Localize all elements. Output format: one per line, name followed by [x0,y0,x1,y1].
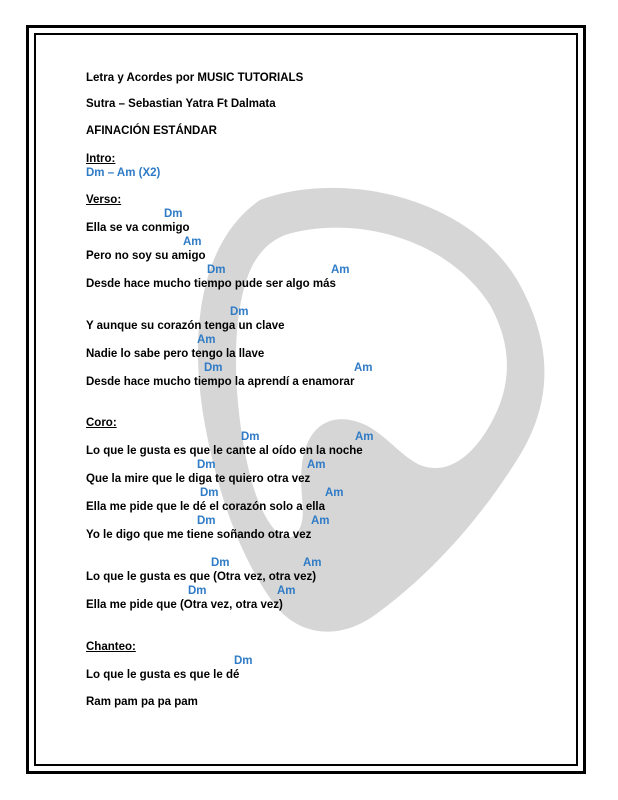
credits-line: Letra y Acordes por MUSIC TUTORIALS [86,72,304,84]
intro-chords: Dm – Am (X2) [86,167,161,179]
verso-heading: Verso: [86,194,122,206]
lyric-line: Pero no soy su amigo [86,250,206,262]
chord: Am [355,431,374,443]
chord: Dm [197,515,216,527]
chord: Dm [188,585,207,597]
lyric-line: Lo que le gusta es que le cante al oído en la noche [86,445,363,457]
song-title: Sutra – Sebastian Yatra Ft Dalmata [86,98,276,110]
chord: Am [354,362,373,374]
chord: Dm [200,487,219,499]
lyric-line: Ella se va conmigo [86,222,190,234]
chord: Am [325,487,344,499]
lyric-line: Lo que le gusta es que (Otra vez, otra vez) [86,571,317,583]
chord: Am [277,585,296,597]
chord: Dm [164,208,183,220]
lyric-line: Ella me pide que (Otra vez, otra vez) [86,599,283,611]
chord: Dm [234,655,253,667]
chord: Am [303,557,322,569]
lyric-line: Desde hace mucho tiempo pude ser algo más [86,278,336,290]
chord: Dm [204,362,223,374]
chord: Dm [197,459,216,471]
chord: Dm [241,431,260,443]
coro-heading: Coro: [86,417,117,429]
intro-heading: Intro: [86,153,116,165]
lyric-line: Ella me pide que le dé el corazón solo a ella [86,501,326,513]
lyric-line: Desde hace mucho tiempo la aprendí a enamorar [86,376,355,388]
chord: Am [197,334,216,346]
chord: Dm [211,557,230,569]
lyric-line: Yo le digo que me tiene soñando otra vez [86,529,312,541]
chord: Am [183,236,202,248]
chord: Am [331,264,350,276]
chanteo-heading: Chanteo: [86,641,136,653]
lyric-line: Ram pam pa pa pam [86,696,198,708]
lyric-line: Y aunque su corazón tenga un clave [86,320,285,332]
lyric-line: Nadie lo sabe pero tengo la llave [86,348,265,360]
chord: Dm [230,306,249,318]
chord: Dm [207,264,226,276]
lyric-line: Lo que le gusta es que le dé [86,669,240,681]
tuning-label: AFINACIÓN ESTÁNDAR [86,125,217,137]
chord: Am [307,459,326,471]
lyric-line: Que la mire que le diga te quiero otra vez [86,473,311,485]
chord: Am [311,515,330,527]
